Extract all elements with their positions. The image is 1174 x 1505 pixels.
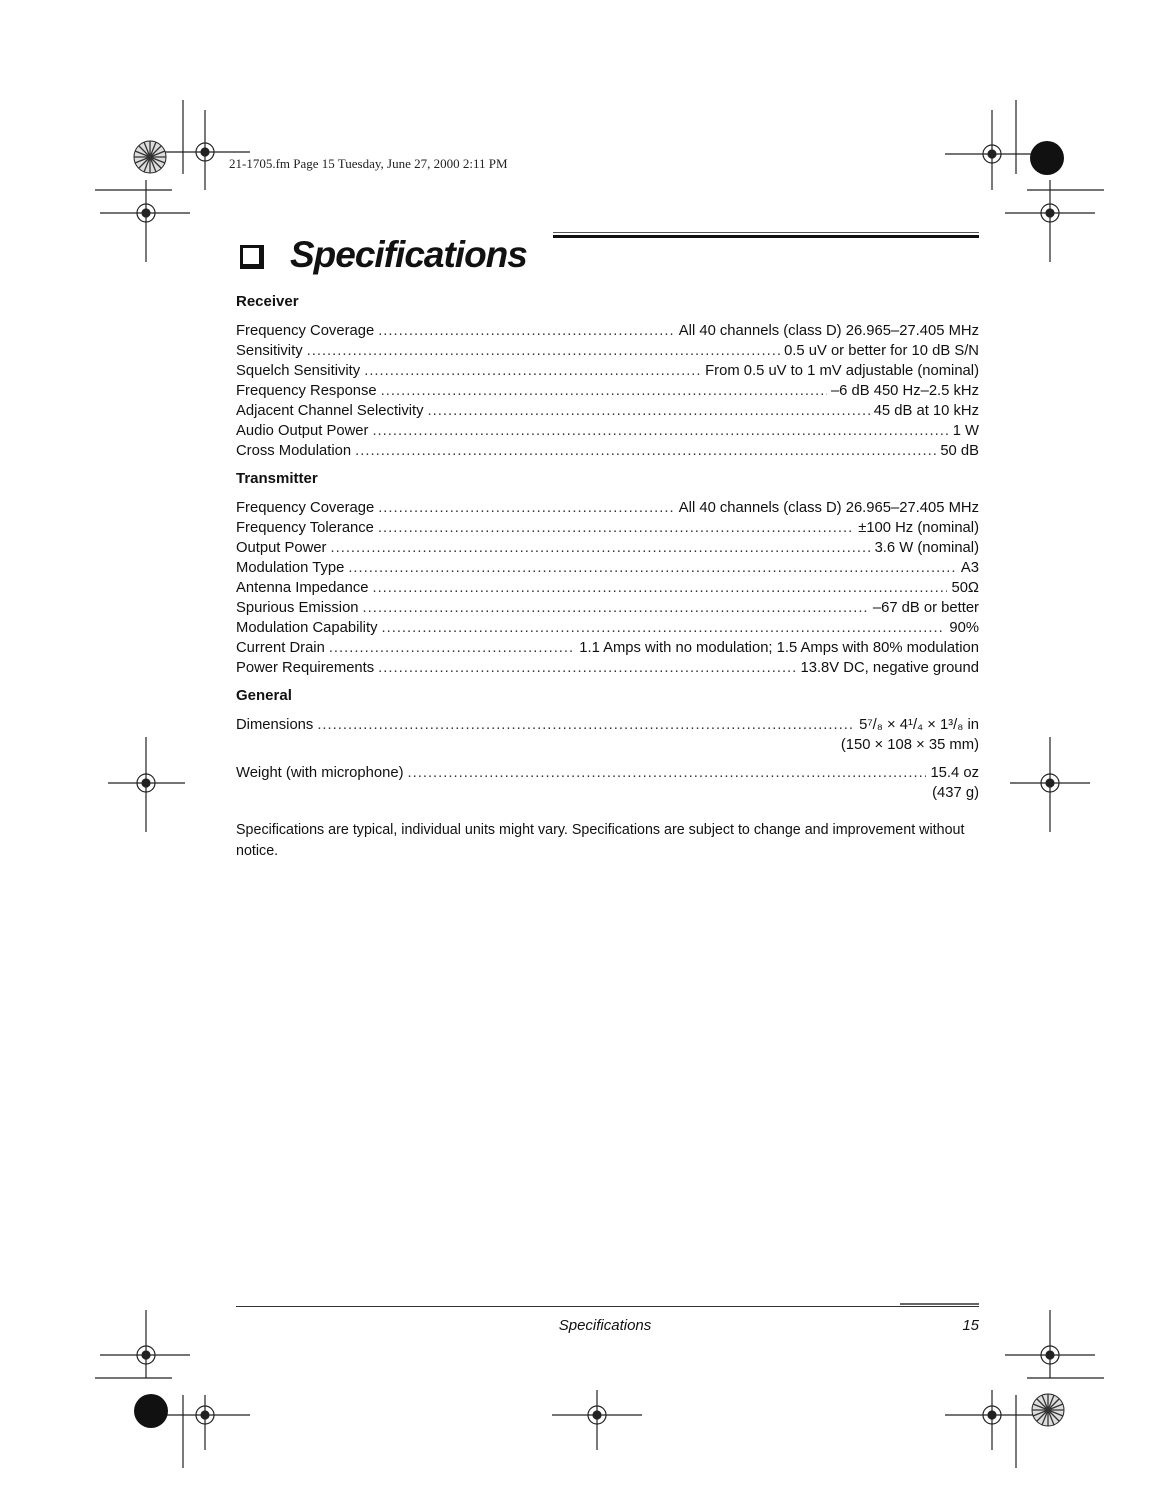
title-rule	[553, 232, 979, 233]
spec-label: Sensitivity	[236, 343, 303, 359]
spec-row-dimensions	[236, 715, 979, 735]
crosshair-target-icon	[100, 180, 190, 262]
leader-dots	[364, 361, 701, 381]
spec-label: Spurious Emission	[236, 600, 359, 616]
registration-dot-icon	[134, 1394, 168, 1428]
notice-text: Specifications are typical, individual units might vary. Specifications are subject to change and improvement without notice.	[236, 822, 965, 859]
spec-label: Frequency Tolerance	[236, 520, 374, 536]
spec-row	[236, 321, 979, 341]
starburst-target-icon	[134, 141, 166, 173]
registration-dot-icon	[1030, 141, 1064, 175]
crosshair-target-icon	[100, 1310, 190, 1378]
footer-section-label: Specifications	[558, 1317, 652, 1334]
spec-label: Modulation Type	[236, 560, 345, 576]
spec-label: Output Power	[236, 540, 327, 556]
spec-value: A3	[960, 560, 979, 576]
spec-label: Antenna Impedance	[236, 580, 369, 596]
spec-value: 1.1 Amps with no modulation; 1.5 Amps with 80% modulation	[579, 640, 979, 656]
spec-row-weight	[236, 763, 979, 783]
spec-value: 13.8V DC, negative ground	[800, 660, 979, 676]
spec-value: 45 dB at 10 kHz	[873, 403, 979, 419]
leader-dots	[372, 421, 948, 441]
crosshair-target-icon	[160, 110, 250, 190]
leader-dots	[428, 401, 870, 421]
receiver-spec-list	[236, 321, 979, 461]
spec-row	[236, 638, 979, 658]
spec-row	[236, 558, 979, 578]
leader-dots	[355, 441, 936, 461]
leader-dots	[329, 638, 575, 658]
spec-value: 0.5 uV or better for 10 dB S/N	[784, 343, 979, 359]
crosshair-target-icon	[945, 1390, 1035, 1450]
spec-value: 5⁷/₈ × 4¹/₄ × 1³/₈ in	[859, 717, 979, 733]
title-rule	[553, 235, 979, 238]
specifications-content	[236, 292, 979, 803]
leader-dots	[381, 381, 827, 401]
leader-dots	[307, 341, 780, 361]
spec-value: From 0.5 uV to 1 mV adjustable (nominal)	[705, 363, 979, 379]
spec-row	[236, 518, 979, 538]
spec-label: Dimensions	[236, 717, 314, 733]
spec-row	[236, 361, 979, 381]
leader-dots	[378, 498, 675, 518]
spec-row	[236, 401, 979, 421]
starburst-target-icon	[1032, 1394, 1064, 1426]
general-heading: General	[236, 687, 292, 704]
spec-value: 1 W	[952, 423, 979, 439]
spec-label: Squelch Sensitivity	[236, 363, 361, 379]
spec-row	[236, 538, 979, 558]
page-title: Specifications	[290, 234, 527, 275]
leader-dots	[363, 598, 869, 618]
spec-row	[236, 341, 979, 361]
spec-value: 50Ω	[951, 580, 979, 596]
checkbox-icon	[240, 245, 264, 269]
spec-row	[236, 441, 979, 461]
spec-label: Frequency Coverage	[236, 323, 375, 339]
spec-value-metric: (150 × 108 × 35 mm)	[840, 737, 979, 753]
spec-row	[236, 498, 979, 518]
leader-dots	[378, 321, 675, 341]
transmitter-spec-list	[236, 498, 979, 678]
spec-label: Power Requirements	[236, 660, 375, 676]
spec-row	[236, 618, 979, 638]
spec-label: Audio Output Power	[236, 423, 369, 439]
spec-value: 90%	[949, 620, 979, 636]
spec-value: All 40 channels (class D) 26.965–27.405 MHz	[678, 323, 979, 339]
receiver-heading: Receiver	[236, 293, 299, 310]
spec-value: All 40 channels (class D) 26.965–27.405 MHz	[678, 500, 979, 516]
spec-label: Modulation Capability	[236, 620, 378, 636]
crosshair-target-icon	[1005, 1310, 1095, 1378]
leader-dots	[381, 618, 945, 638]
spec-value-metric: (437 g)	[932, 785, 979, 801]
leader-dots	[378, 518, 854, 538]
crosshair-target-icon	[945, 110, 1035, 190]
spec-row	[236, 658, 979, 678]
spec-label: Cross Modulation	[236, 443, 352, 459]
leader-dots	[330, 538, 870, 558]
leader-dots	[317, 715, 855, 735]
spec-value: ±100 Hz (nominal)	[858, 520, 979, 536]
crosshair-target-icon	[108, 737, 185, 832]
spec-value: –67 dB or better	[872, 600, 979, 616]
spec-row	[236, 381, 979, 401]
page-number: 15	[962, 1317, 979, 1334]
leader-dots	[348, 558, 957, 578]
file-info-header: 21-1705.fm Page 15 Tuesday, June 27, 2000 2:11 PM	[229, 156, 508, 171]
spec-value: –6 dB 450 Hz–2.5 kHz	[830, 383, 979, 399]
crosshair-target-icon	[160, 1395, 250, 1450]
spec-label: Current Drain	[236, 640, 325, 656]
leader-dots	[372, 578, 947, 598]
spec-value: 15.4 oz	[930, 765, 979, 781]
leader-dots	[378, 658, 796, 678]
spec-label: Frequency Coverage	[236, 500, 375, 516]
spec-label: Adjacent Channel Selectivity	[236, 403, 424, 419]
spec-label: Weight (with microphone)	[236, 765, 404, 781]
crosshair-target-icon	[1010, 737, 1090, 832]
leader-dots	[408, 763, 927, 783]
spec-row	[236, 421, 979, 441]
footer-rule	[900, 1303, 979, 1305]
transmitter-heading: Transmitter	[236, 470, 318, 487]
spec-label: Frequency Response	[236, 383, 377, 399]
crosshair-target-icon	[552, 1390, 642, 1450]
spec-row	[236, 578, 979, 598]
crosshair-target-icon	[1005, 180, 1095, 262]
spec-value: 50 dB	[940, 443, 979, 459]
footer-rule	[236, 1306, 979, 1307]
spec-value: 3.6 W (nominal)	[874, 540, 979, 556]
spec-row	[236, 598, 979, 618]
